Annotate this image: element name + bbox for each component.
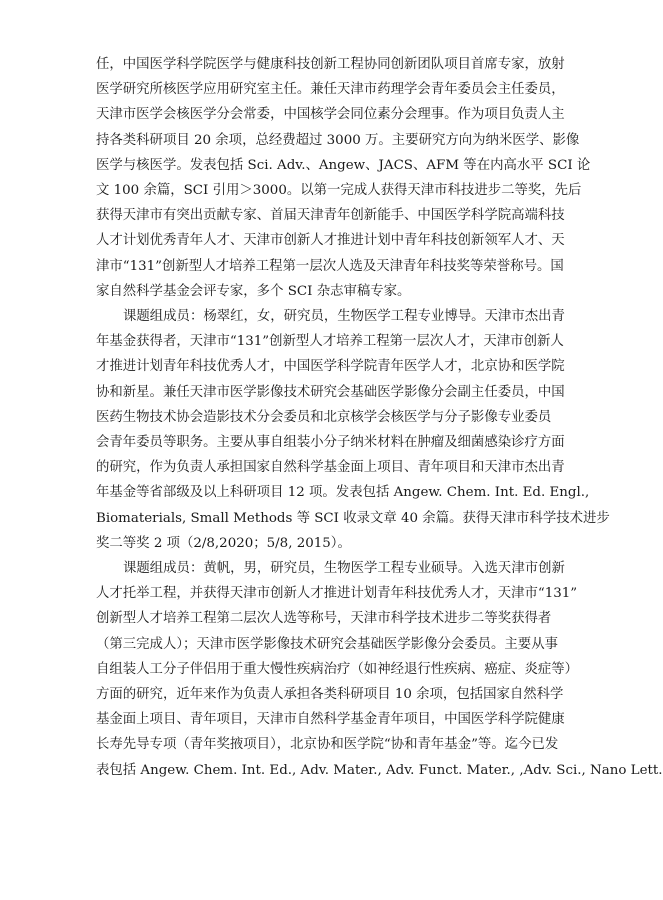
text-line: 基金面上项目、青年项目，天津市自然科学基金青年项目，中国医学科学院健康 (96, 712, 565, 728)
text-line: 创新型人才培养工程第二层次人选等称号，天津市科学技术进步二等奖获得者 (96, 611, 552, 627)
paragraph-member-yang (96, 304, 610, 556)
paragraph-member-huang (96, 556, 663, 783)
text-line: 年基金等省部级及以上科研项目 12 项。发表包括 Angew. Chem. Int. Ed. Engl., (96, 485, 590, 501)
text-line: 天津市医学会核医学分会常委，中国核学会同位素分会理事。作为项目负责人主 (96, 107, 565, 123)
text-line: 获得天津市有突出贡献专家、首届天津青年创新能手、中国医学科学院高端科技 (96, 208, 565, 224)
text-line: 课题组成员：黄帆，男，研究员，生物医学工程专业硕导。入选天津市创新 (123, 561, 565, 577)
text-line: 津市“131”创新型人才培养工程第一层次人选及天津青年科技奖等荣誉称号。国 (96, 258, 564, 274)
paragraph-pi-continued (96, 52, 591, 304)
text-line: 年基金获得者，天津市“131”创新型人才培养工程第一层次人才，天津市创新人 (96, 334, 564, 350)
text-line: 自组装人工分子伴侣用于重大慢性疾病治疗（如神经退行性疾病、癌症、炎症等） (96, 661, 579, 677)
text-line: 表包括 Angew. Chem. Int. Ed., Adv. Mater., Adv. Funct. Mater., ,Adv. Sci., Nano Lett. (96, 762, 663, 778)
text-line: 任，中国医学科学院医学与健康科技创新工程协同创新团队项目首席专家，放射 (96, 57, 565, 72)
text-line: 医学与核医学。发表包括 Sci. Adv.、Angew、JACS、AFM 等在内高水平 SCI 论 (96, 157, 591, 173)
text-line: 的研究，作为负责人承担国家自然科学基金面上项目、青年项目和天津市杰出青 (96, 460, 565, 476)
text-line: 才推进计划青年科技优秀人才，中国医学科学院青年医学人才，北京协和医学院 (96, 359, 565, 375)
body-text (96, 52, 663, 783)
text-line: 协和新星。兼任天津市医学影像技术研究会基础医学影像分会副主任委员，中国 (96, 384, 565, 400)
text-line: 人才托举工程，并获得天津市创新人才推进计划青年科技优秀人才，天津市“131” (96, 586, 578, 602)
text-line: 文 100 余篇，SCI 引用＞3000。以第一完成人获得天津市科技进步二等奖，先后 (96, 183, 582, 199)
text-line: 医学研究所核医学应用研究室主任。兼任天津市药理学会青年委员会主任委员， (96, 82, 565, 98)
text-line: 人才计划优秀青年人才、天津市创新人才推进计划中青年科技创新领军人才、天 (96, 233, 565, 249)
text-line: 方面的研究，近年来作为负责人承担各类科研项目 10 余项，包括国家自然科学 (96, 687, 564, 703)
text-line: 课题组成员：杨翠红，女，研究员，生物医学工程专业博导。天津市杰出青 (123, 309, 565, 325)
text-line: 长寿先导专项（青年奖掖项目），北京协和医学院“协和青年基金”等。迄今已发 (96, 737, 559, 753)
text-line: 持各类科研项目 20 余项，总经费超过 3000 万。主要研究方向为纳米医学、影像 (96, 132, 580, 148)
text-line: （第三完成人）；天津市医学影像技术研究会基础医学影像分会委员。主要从事 (96, 636, 558, 652)
text-line: 奖二等奖 2 项（2/8,2020；5/8, 2015）。 (96, 535, 351, 551)
text-line: 会青年委员等职务。主要从事自组装小分子纳米材料在肿瘤及细菌感染诊疗方面 (96, 435, 565, 451)
text-line: 家自然科学基金会评专家，多个 SCI 杂志审稿专家。 (96, 283, 411, 299)
text-line: 医药生物技术协会造影技术分会委员和北京核学会核医学与分子影像专业委员 (96, 409, 552, 425)
text-line: Biomaterials, Small Methods 等 SCI 收录文章 40 余篇。获得天津市科学技术进步 (96, 510, 610, 526)
